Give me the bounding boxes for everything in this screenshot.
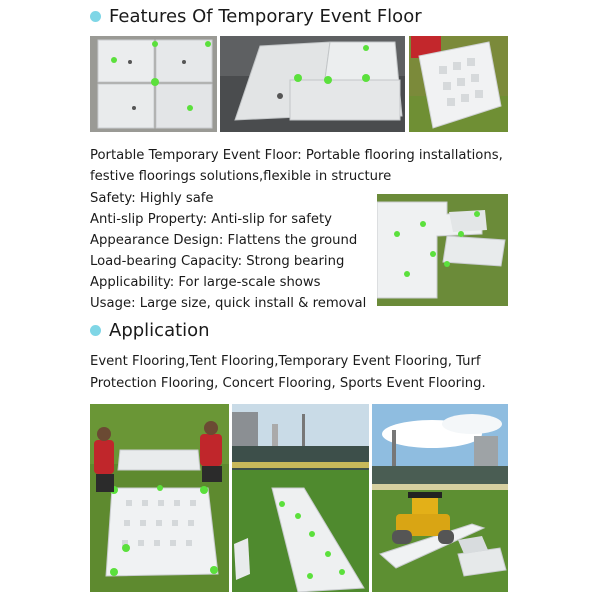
application-heading bbox=[90, 320, 210, 341]
features-description-line-2: festive floorings solutions,flexible in structure bbox=[90, 169, 392, 184]
photo-floor-layout-on-turf bbox=[377, 194, 508, 306]
spec-usage: Usage: Large size, quick install & removal bbox=[90, 296, 367, 311]
spec-applicability: Applicability: For large-scale shows bbox=[90, 275, 321, 290]
photo-stadium-floor-runway bbox=[232, 404, 369, 592]
spec-anti-slip: Anti-slip Property: Anti-slip for safety bbox=[90, 212, 332, 227]
features-description-line-1: Portable Temporary Event Floor: Portable flooring installations, bbox=[90, 148, 503, 163]
bullet-dot-icon bbox=[90, 325, 101, 336]
spec-safety: Safety: Highly safe bbox=[90, 191, 214, 206]
spec-appearance: Appearance Design: Flattens the ground bbox=[90, 233, 358, 248]
spec-load-bearing: Load-bearing Capacity: Strong bearing bbox=[90, 254, 345, 269]
photo-roller-on-floor bbox=[372, 404, 508, 592]
photo-floor-panels-wide bbox=[220, 36, 405, 132]
features-title: Features Of Temporary Event Floor bbox=[109, 6, 422, 27]
application-text-line-1: Event Flooring,Tent Flooring,Temporary Event Flooring, Turf bbox=[90, 354, 481, 369]
bullet-dot-icon bbox=[90, 11, 101, 22]
photo-floor-panels-closeup bbox=[90, 36, 217, 132]
application-text-line-2: Protection Flooring, Concert Flooring, Sports Event Flooring. bbox=[90, 376, 486, 391]
application-title: Application bbox=[109, 320, 210, 341]
photo-workers-installing-floor bbox=[90, 404, 229, 592]
photo-panel-held-on-grass bbox=[409, 36, 508, 132]
features-heading bbox=[90, 6, 422, 27]
